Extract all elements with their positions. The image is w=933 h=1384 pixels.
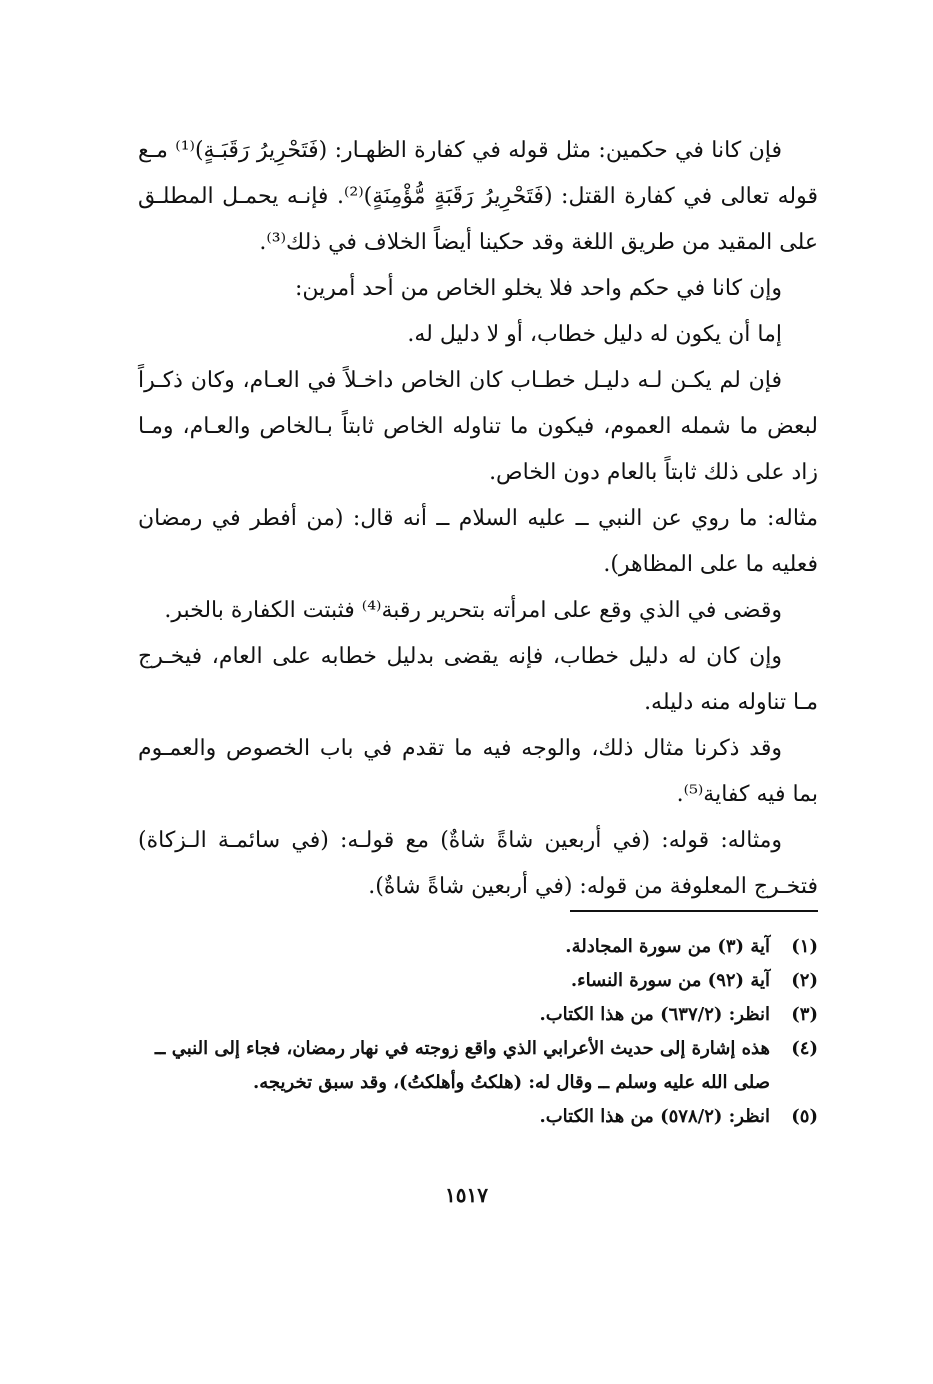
footnote-number: (٥) [791, 1106, 818, 1127]
footnote-text: انظر: (٦٣٧/٢) من هذا الكتاب. [539, 1004, 770, 1025]
page-number: ١٥١٧ [445, 1183, 488, 1207]
footnote-4 [138, 1032, 818, 1100]
footnote-text: هذه إشارة إلى حديث الأعرابي الذي واقع زوجته في نهار رمضان، فجاء إلى النبي ــ صلى الله عليه وسلم ــ وقال له: (هلكتُ وأهلكتُ)، وقد سبق تخريجه. [154, 1038, 770, 1093]
paragraph-8: وقد ذكرنا مثال ذلك، والوجه فيه ما تقدم في باب الخصوص والعمـوم بما فيه كفاية⁽⁵⁾. [138, 736, 818, 807]
paragraph-3: إما أن يكون له دليل خطاب، أو لا دليل له. [407, 322, 782, 347]
footnote-1 [138, 930, 818, 964]
footnote-text: انظر: (٥٧٨/٢) من هذا الكتاب. [539, 1106, 770, 1127]
footnotes [138, 930, 818, 1134]
main-text [138, 128, 818, 910]
footnote-text: آية (٩٢) من سورة النساء. [570, 970, 770, 991]
footnote-number: (١) [791, 936, 818, 957]
footnote-text: آية (٣) من سورة المجادلة. [565, 936, 770, 957]
paragraph-7: وإن كان له دليل خطاب، فإنه يقضى بدليل خطابه على العام، فيخـرج مـا تناوله منه دليله. [138, 644, 818, 715]
footnote-2 [138, 964, 818, 998]
footnote-number: (٢) [791, 970, 818, 991]
paragraph-6: وقضى في الذي وقع على امرأته بتحرير رقبة⁽⁴⁾ فثبتت الكفارة بالخبر. [164, 598, 782, 623]
footnote-number: (٤) [791, 1038, 818, 1059]
footnote-3 [138, 998, 818, 1032]
paragraph-2: وإن كانا في حكم واحد فلا يخلو الخاص من أحد أمرين: [295, 276, 782, 301]
footnote-number: (٣) [791, 1004, 818, 1025]
paragraph-5: مثاله: ما روي عن النبي ــ عليه السلام ــ أنه قال: (من أفطر في رمضان فعليه ما على المظاهر). [138, 506, 818, 577]
paragraph-9: ومثاله: قوله: (في أربعين شاةً شاةٌ) مع قولـه: (في سائمـة الـزكاة) فتخـرج المعلوفة من قوله: (في أربعين شاةً شاةٌ). [138, 828, 818, 899]
paragraph-4: فإن لم يكـن لـه دليـل خطـاب كان الخاص داخـلاً في العـام، وكان ذكـراً لبعض ما شمله العموم، فيكون ما تناوله الخاص ثابتاً بـالخاص والعـام، ومـا زاد على ذلك ثابتاً بالعام دون الخاص. [138, 368, 818, 485]
footnote-separator [570, 910, 818, 912]
footnote-5 [138, 1100, 818, 1134]
paragraph-1: فإن كانا في حكمين: مثل قوله في كفارة الظهـار: (فَتَحْرِيرُ رَقَبَـةٍ)⁽¹⁾ مـع قوله تعالى في كفارة القتل: (فَتَحْرِيرُ رَقَبَةٍ مُّؤْمِنَةٍ)⁽²⁾. فإنـه يحمـل المطلـق على المقيد من طريق اللغة وقد حكينا أيضاً الخلاف في ذلك⁽³⁾. [138, 138, 818, 255]
